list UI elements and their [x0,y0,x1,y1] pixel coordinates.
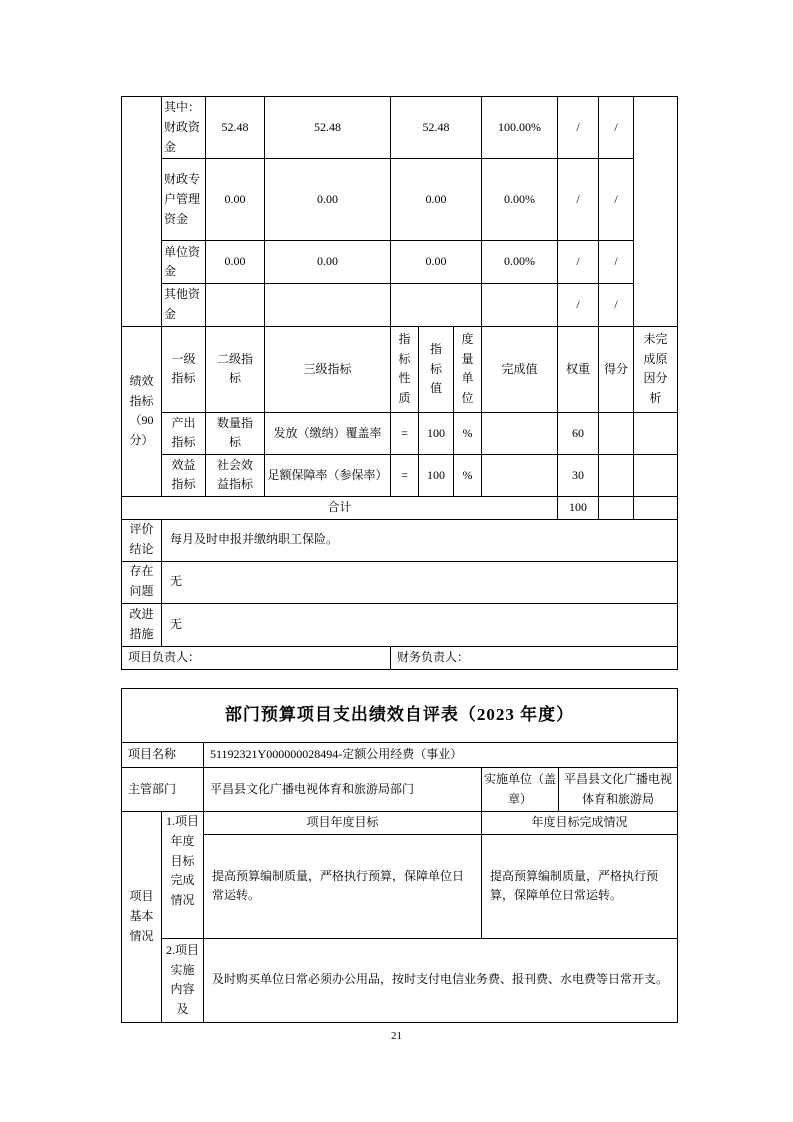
perf-header-unit: 度量单位 [454,326,482,412]
fund-right-merged-cell [634,97,678,327]
perf-header-done: 完成值 [482,326,558,412]
table-row [122,812,678,835]
annual-goal-section-label: 1.项目年度目标完成情况 [162,812,204,939]
self-evaluation-table-continued [121,96,678,670]
page-number: 21 [391,1030,402,1042]
annual-goal-text: 提高预算编制质量，严格执行预算，保障单位日常运转。 [204,834,482,938]
fund-value-3: 0.00 [391,241,482,284]
fund-value-2: 0.00 [265,159,391,241]
perf-nature: = [391,454,419,496]
perf-value: 100 [419,412,454,454]
fund-value-2: 52.48 [265,97,391,159]
impl-unit-value: 平昌县文化广播电视体育和旅游局 [559,768,678,812]
dept-label: 主管部门 [122,768,204,812]
project-name-label: 项目名称 [122,743,204,768]
fund-value-2 [265,284,391,327]
project-name-value: 51192321Y000000028494-定额公用经费（事业） [204,743,678,768]
table-row [122,743,678,768]
fund-slash-1: / [558,284,599,327]
perf-level3: 足额保障率（参保率） [265,454,391,496]
perf-unit: % [454,454,482,496]
perf-nature: = [391,412,419,454]
fund-slash-2: / [599,284,634,327]
perf-score [599,412,634,454]
fund-row-label: 单位资金 [162,241,206,284]
total-score [599,496,634,519]
dept-value: 平昌县文化广播电视体育和旅游局部门 [204,768,482,812]
table-row [122,561,678,603]
fund-row-label: 其他资金 [162,284,206,327]
fund-row-label: 财政专户管理资金 [162,159,206,241]
impl-unit-label: 实施单位（盖章） [482,768,559,812]
perf-unit: % [454,412,482,454]
goal-completion-text: 提高预算编制质量，严格执行预算，保障单位日常运转。 [482,834,678,938]
perf-done [482,412,558,454]
perf-header-level2: 二级指标 [206,326,265,412]
table-row [122,159,678,241]
basic-info-label: 项目基本情况 [122,812,162,1023]
self-evaluation-table-2023 [121,688,678,1023]
table-row [122,519,678,561]
perf-level1: 效益指标 [162,454,206,496]
fund-value-2: 0.00 [265,241,391,284]
fund-percent: 0.00% [482,241,558,284]
fund-value-3: 52.48 [391,97,482,159]
fund-row-label: 其中：财政资金 [162,97,206,159]
total-reason [634,496,678,519]
conclusion-label: 评价结论 [122,519,162,561]
goal-completion-header: 年度目标完成情况 [482,812,678,835]
implementation-text: 及时购买单位日常必须办公用品，按时支付电信业务费、报刊费、水电费等日常开支。 [204,938,678,1022]
perf-header-score: 得分 [599,326,634,412]
perf-header-value: 指标值 [419,326,454,412]
table-row [122,938,678,1022]
fund-value-1: 0.00 [206,159,265,241]
perf-reason [634,454,678,496]
perf-group-label: 绩效指标（90 分） [122,326,162,496]
fund-percent [482,284,558,327]
table-row [122,689,678,743]
perf-value: 100 [419,454,454,496]
table-row [122,646,678,669]
table-row [122,834,678,938]
fund-value-3: 0.00 [391,159,482,241]
perf-level2: 数量指标 [206,412,265,454]
table-row [122,284,678,327]
fund-percent: 0.00% [482,159,558,241]
implementation-section-label: 2.项目实施内容及 [162,938,204,1022]
perf-done [482,454,558,496]
improvements-label: 改进措施 [122,603,162,646]
fund-slash-1: / [558,97,599,159]
perf-header-level3: 三级指标 [265,326,391,412]
perf-reason [634,412,678,454]
perf-level1: 产出指标 [162,412,206,454]
table-row [122,326,678,412]
project-responsible-label: 项目负责人： [122,646,391,669]
table-row [122,454,678,496]
fund-slash-1: / [558,159,599,241]
perf-header-nature: 指标性质 [391,326,419,412]
table-row [122,412,678,454]
table-row [122,241,678,284]
table-row [122,603,678,646]
fund-value-1 [206,284,265,327]
perf-header-level1: 一级指标 [162,326,206,412]
problems-text: 无 [162,561,678,603]
problems-label: 存在问题 [122,561,162,603]
table-row [122,496,678,519]
perf-level3: 发放（缴纳）覆盖率 [265,412,391,454]
fund-value-1: 0.00 [206,241,265,284]
table-title: 部门预算项目支出绩效自评表（2023 年度） [122,689,678,743]
total-label: 合计 [122,496,558,519]
perf-header-weight: 权重 [558,326,599,412]
fund-slash-1: / [558,241,599,284]
fund-slash-2: / [599,159,634,241]
total-weight: 100 [558,496,599,519]
annual-goal-header: 项目年度目标 [204,812,482,835]
perf-weight: 30 [558,454,599,496]
perf-score [599,454,634,496]
conclusion-text: 每月及时申报并缴纳职工保险。 [162,519,678,561]
fund-slash-2: / [599,241,634,284]
perf-weight: 60 [558,412,599,454]
fund-group-merged-cell [122,97,162,327]
fund-value-1: 52.48 [206,97,265,159]
fund-slash-2: / [599,97,634,159]
perf-level2: 社会效益指标 [206,454,265,496]
table-row [122,97,678,159]
table-row [122,768,678,812]
fund-percent: 100.00% [482,97,558,159]
perf-header-reason: 未完成原因分析 [634,326,678,412]
improvements-text: 无 [162,603,678,646]
fund-value-3 [391,284,482,327]
finance-responsible-label: 财务负责人： [391,646,678,669]
